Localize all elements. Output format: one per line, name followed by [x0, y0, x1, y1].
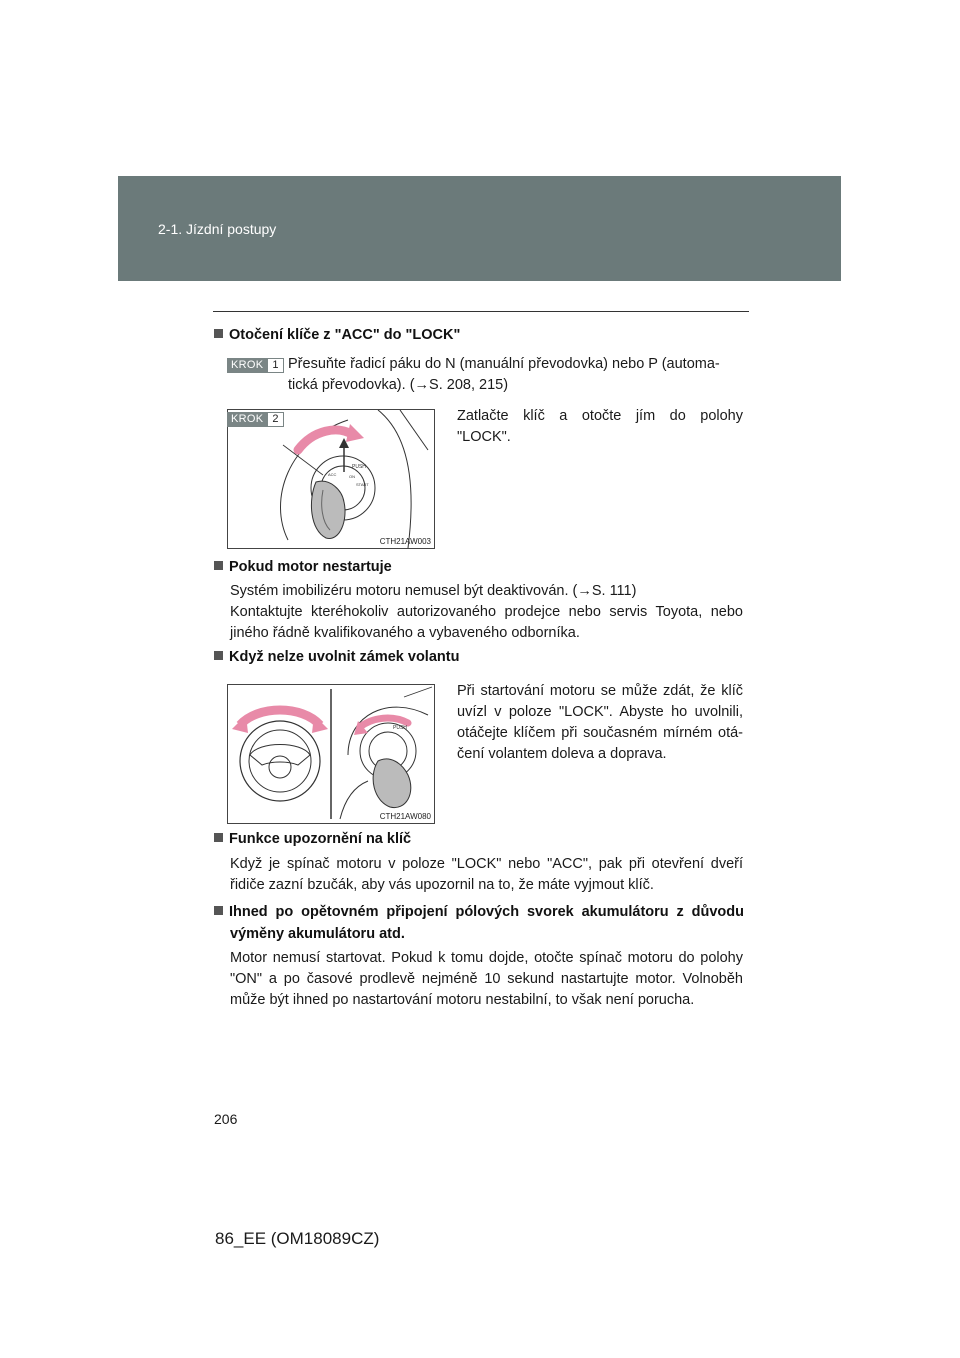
bullet-square-icon: [214, 906, 223, 915]
top-rule: [213, 311, 749, 312]
key-reminder-text: Když je spínač motoru v poloze "LOCK" nebo "ACC", pak při otevření dveří řidiče zazní bzučák, aby vás upozornil na to, že máte vyjmout klíč.: [230, 856, 743, 893]
bullet-square-icon: [214, 833, 223, 842]
figure-code-2: CTH21AW080: [379, 812, 431, 821]
page-number: 206: [214, 1111, 238, 1127]
heading-steering-lock: Když nelze uvolnit zámek volantu: [214, 649, 459, 665]
bullet-square-icon: [214, 329, 223, 338]
heading-key-reminder: Funkce upozornění na klíč: [214, 831, 411, 847]
no-start-text: Systém imobilizéru motoru nemusel být deaktivován. (→S. 111) Kontaktujte kteréhokoliv autorizovaného prodejce nebo servis Toyota, nebo jiného řádně kvalifikovaného a vybaveného odborníka.: [230, 583, 743, 641]
steering-lock-text: Při startování motoru se může zdát, že klíč uvízl v poloze "LOCK". Abyste ho uvolnili, otáčejte klíčem při současném mírném otá- čení volantem doleva a doprava.: [457, 683, 743, 762]
label-push-2: PUSH: [393, 725, 407, 731]
label-start: START: [356, 482, 369, 487]
footer-code: 86_EE (OM18089CZ): [215, 1229, 380, 1248]
battery-text: Motor nemusí startovat. Pokud k tomu dojde, otočte spínač motoru do polohy "ON" a po časové prodlevě nejméně 10 sekund nastartujte motor. Volnoběh může být ihned po nastartování motoru nestabilní, to však není porucha.: [230, 950, 743, 1008]
bullet-square-icon: [214, 651, 223, 660]
label-push: PUSH: [352, 464, 366, 470]
step-1-badge: KROK 1: [227, 358, 284, 373]
step-2-text: Zatlačte klíč a otočte jím do polohy "LOCK".: [457, 408, 743, 445]
step-1-text: Přesuňte řadicí páku do N (manuální převodovka) nebo P (automa- tická převodovka). (→S. 208, 215): [288, 356, 720, 393]
step-2-badge: KROK 2: [227, 412, 284, 427]
steering-lock-illustration: [228, 685, 434, 823]
figure-key-turn: [227, 409, 435, 549]
key-turn-illustration: [228, 410, 434, 548]
label-acc: ACC: [328, 472, 337, 477]
figure-steering-lock: [227, 684, 435, 824]
heading-battery: Ihned po opětovném připojení pólových svorek akumulátoru z důvodu výměny akumulátoru atd.: [214, 901, 744, 945]
heading-no-start: Pokud motor nestartuje: [214, 559, 392, 575]
bullet-square-icon: [214, 561, 223, 570]
section-title: 2-1. Jízdní postupy: [158, 221, 277, 237]
label-on: ON: [349, 474, 355, 479]
figure-code: CTH21AW003: [379, 537, 431, 546]
heading-turn-key: Otočení klíče z "ACC" do "LOCK": [214, 327, 460, 343]
